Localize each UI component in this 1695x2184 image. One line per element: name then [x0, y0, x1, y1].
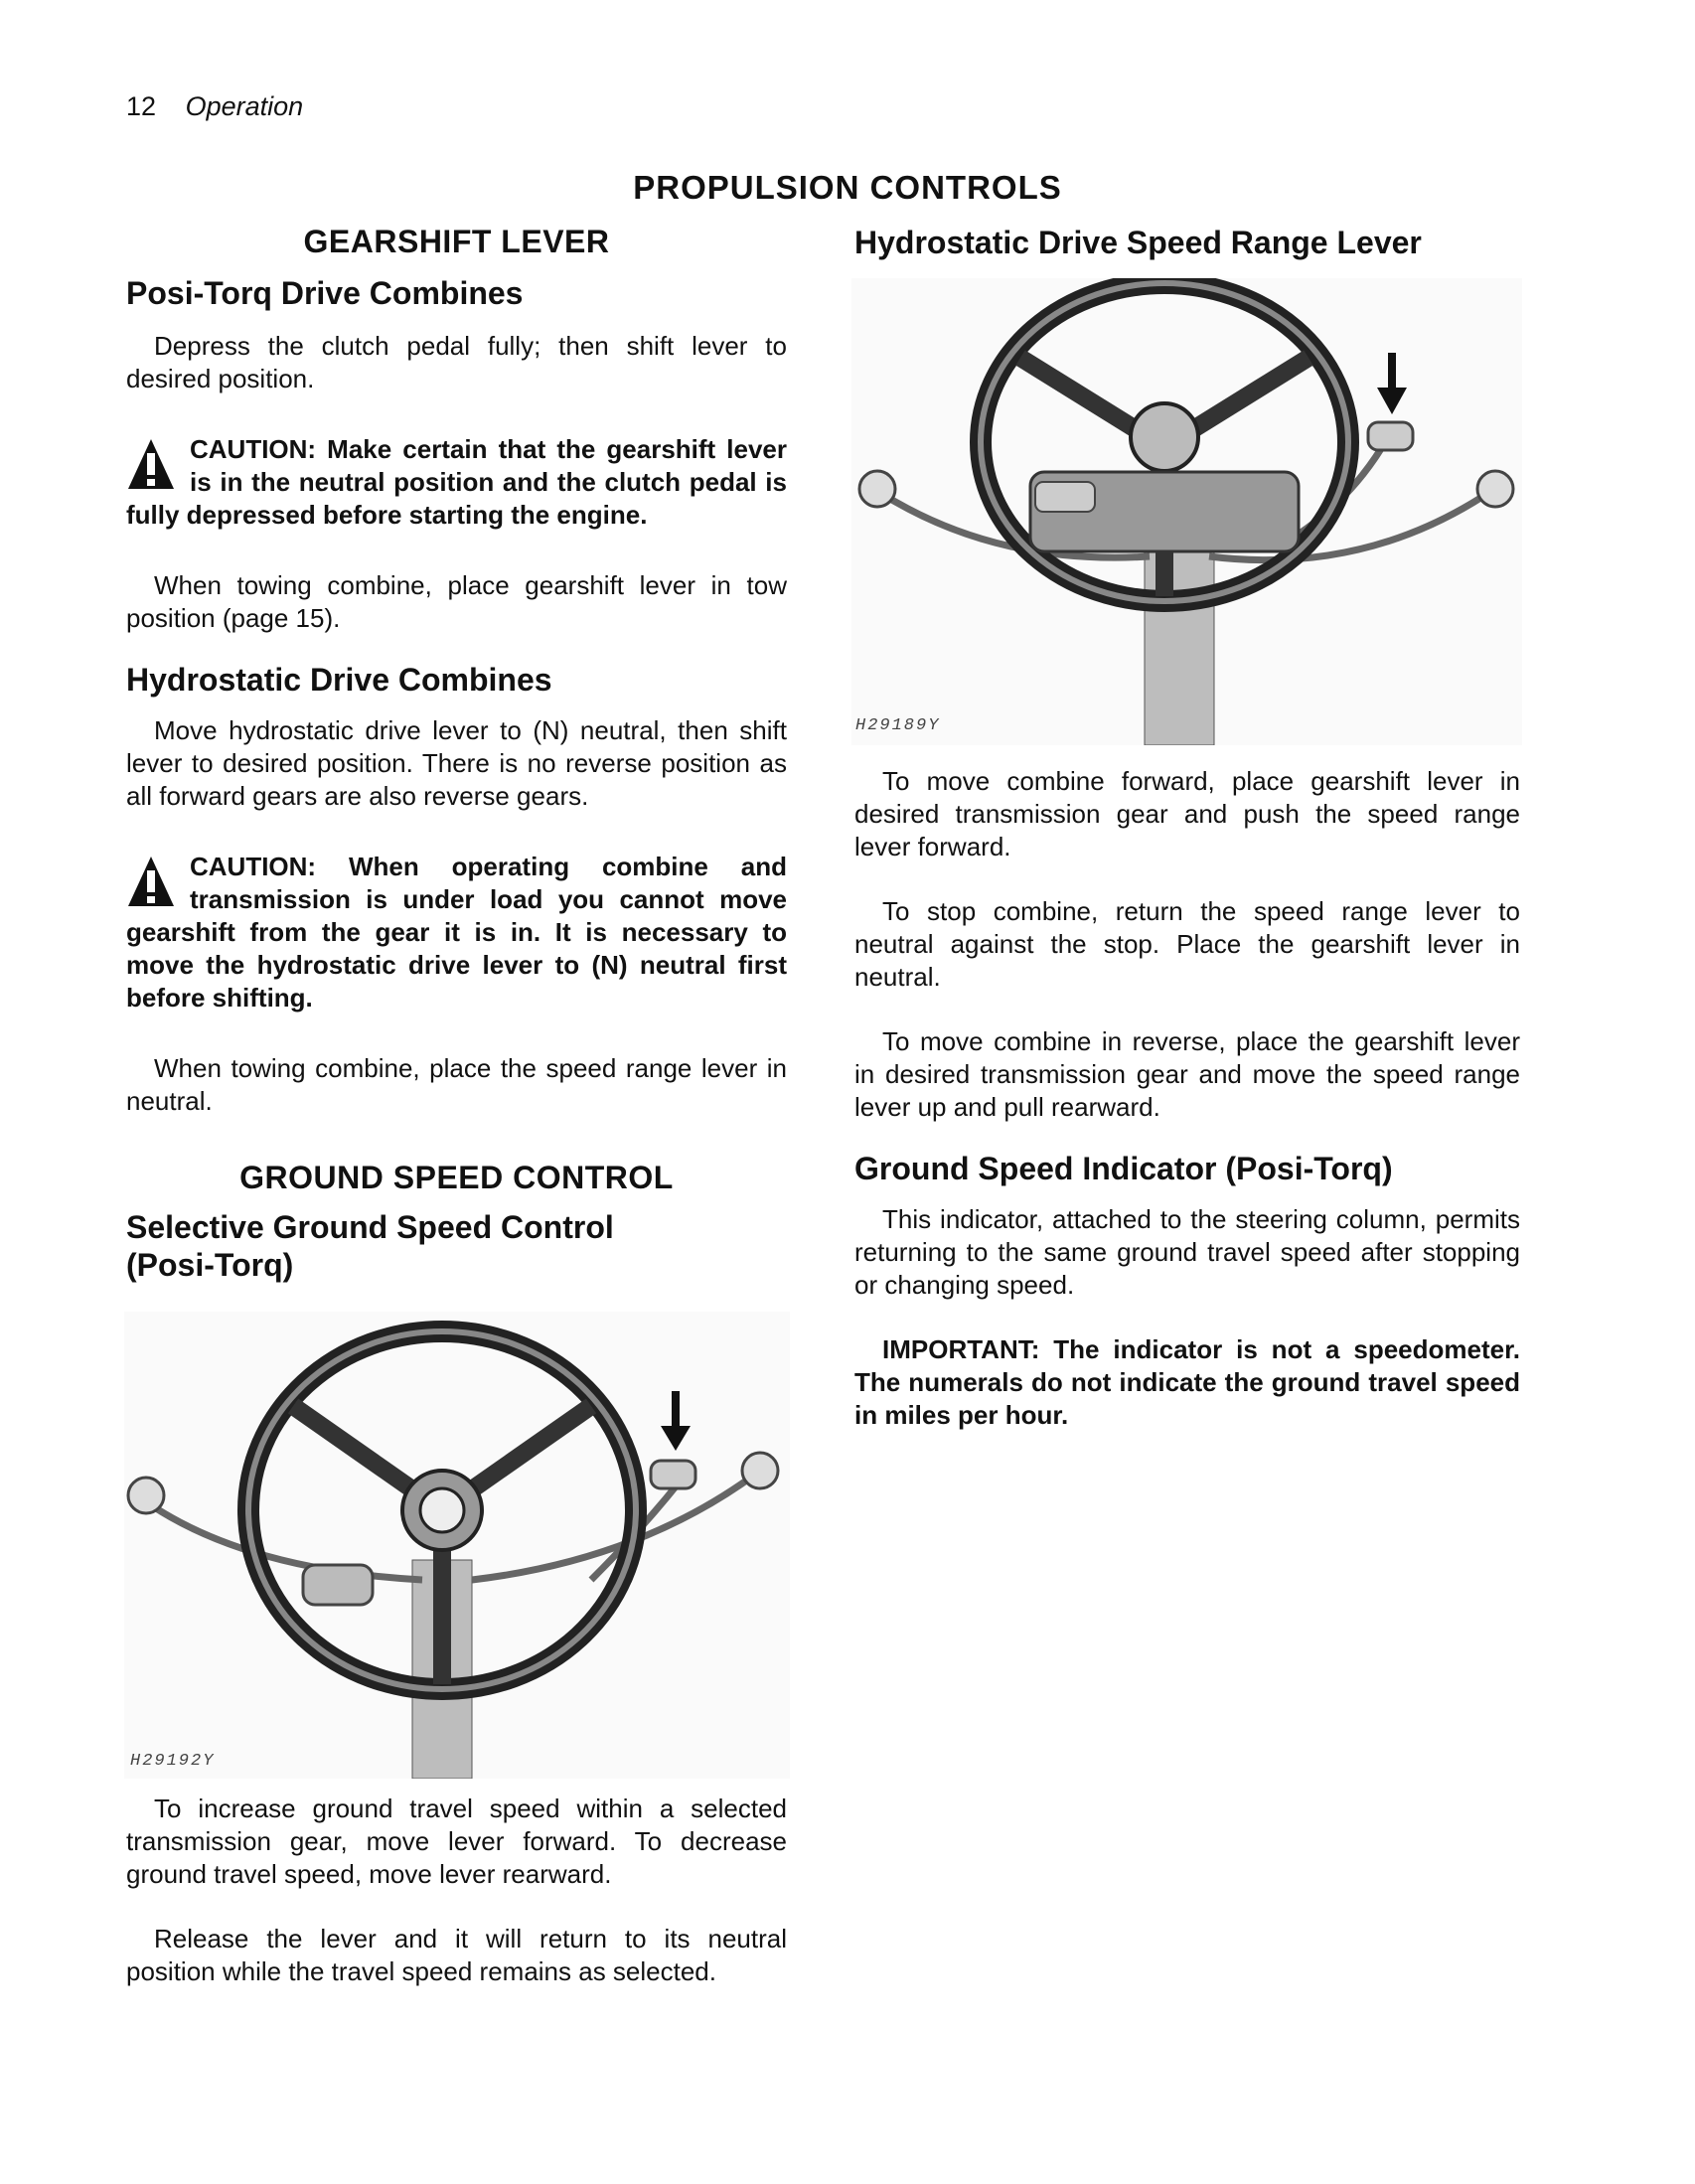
posi-torq-heading: Posi-Torq Drive Combines: [126, 275, 524, 311]
section-name: Operation: [185, 91, 304, 121]
ground-speed-indicator-heading: Ground Speed Indicator (Posi-Torq): [854, 1151, 1393, 1186]
ground-speed-heading: GROUND SPEED CONTROL: [239, 1160, 674, 1195]
ground-speed-paragraph-2: Release the lever and it will return to its neutral position while the travel speed remains as selected.: [126, 1924, 787, 1986]
steering-wheel-photo-right: [851, 278, 1522, 745]
forward-paragraph: To move combine forward, place gearshift lever in desired transmission gear and push the speed range lever forward.: [854, 766, 1520, 861]
hydrostatic-lever-heading: Hydrostatic Drive Speed Range Lever: [854, 225, 1422, 260]
hydrostatic-paragraph-1: Move hydrostatic drive lever to (N) neutral, then shift lever to desired position. There is no reverse position as all forward gears are also reverse gears.: [126, 715, 787, 811]
ground-speed-paragraph-1: To increase ground travel speed within a selected transmission gear, move lever forward. To decrease ground travel speed, move lever rearward.: [126, 1794, 787, 1889]
warning-triangle-icon: [126, 855, 176, 910]
indicator-paragraph: This indicator, attached to the steering column, permits returning to the same ground travel speed after stopping or changing speed.: [854, 1204, 1520, 1300]
page-title: PROPULSION CONTROLS: [633, 169, 1062, 206]
posi-torq-paragraph-2: When towing combine, place gearshift lever in tow position (page 15).: [126, 570, 787, 633]
steering-wheel-photo-left: [124, 1312, 790, 1779]
hydrostatic-heading: Hydrostatic Drive Combines: [126, 662, 552, 698]
warning-triangle-icon: [126, 437, 176, 493]
left-column-bottom: [126, 1793, 787, 1988]
photo-code-right: H29189Y: [855, 716, 941, 735]
stop-paragraph: To stop combine, return the speed range lever to neutral against the stop. Place the gearshift lever in neutral.: [854, 896, 1520, 992]
caution-block-2: [126, 851, 787, 1014]
running-head: [126, 91, 303, 122]
important-note: IMPORTANT: The indicator is not a speedometer. The numerals do not indicate the ground travel speed in miles per hour.: [854, 1334, 1520, 1430]
caution-text-1: CAUTION: Make certain that the gearshift lever is in the neutral position and the clutch pedal is fully depressed before starting the engine.: [126, 434, 787, 530]
caution-block-1: [126, 433, 787, 532]
steering-wheel-illustration: [851, 278, 1522, 745]
selective-ground-speed-heading: Selective Ground Speed Control (Posi-Torq): [126, 1209, 614, 1283]
steering-wheel-illustration: [124, 1312, 790, 1779]
right-column-bottom: [854, 765, 1520, 1432]
gearshift-heading: GEARSHIFT LEVER: [303, 224, 610, 259]
hydrostatic-paragraph-2: When towing combine, place the speed range lever in neutral.: [126, 1053, 787, 1116]
reverse-paragraph: To move combine in reverse, place the gearshift lever in desired transmission gear and move the speed range lever up and pull rearward.: [854, 1026, 1520, 1122]
photo-code-left: H29192Y: [130, 1752, 216, 1771]
posi-torq-paragraph-1: Depress the clutch pedal fully; then shift lever to desired position.: [126, 331, 787, 393]
right-column: [854, 224, 1520, 261]
caution-text-2: CAUTION: When operating combine and transmission is under load you cannot move gearshift from the gear it is in. It is necessary to move the hydrostatic drive lever to (N) neutral first before shifting.: [126, 852, 787, 1013]
page-number: 12: [126, 91, 157, 121]
left-column: [126, 224, 787, 1284]
